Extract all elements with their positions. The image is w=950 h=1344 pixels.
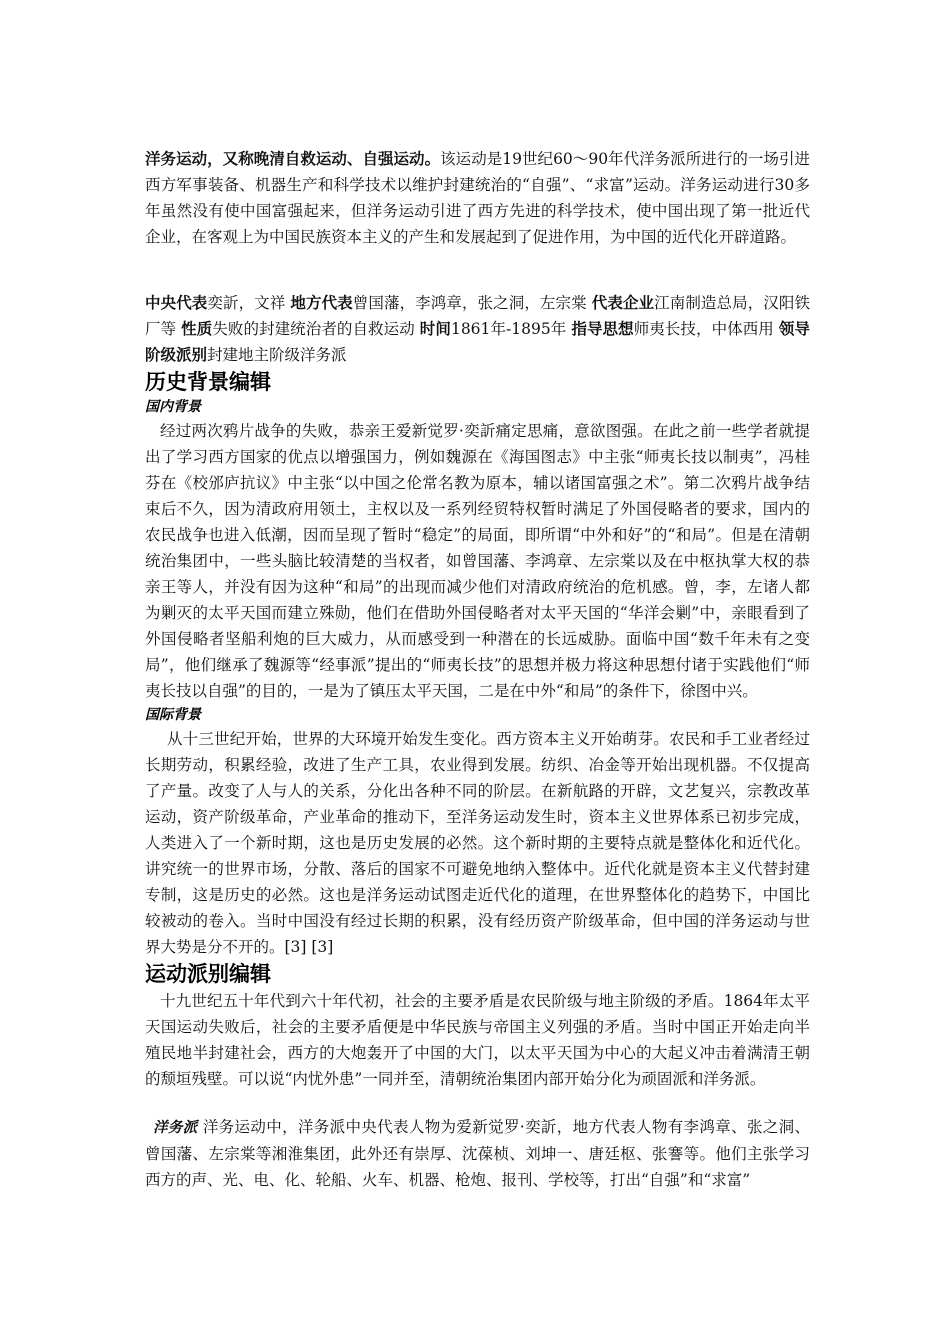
nature-label: 性质	[181, 319, 213, 338]
intro-text: 该运动是19世纪60～90年代洋务派所进行的一场引进西方军事装备、机器生产和科学技术以维护封建统治的“自强”、“求富”运动。洋务运动进行30多年虽然没有使中国富强起来，但洋务运动引进了西方先进的科学技术，使中国出现了第一批近代企业，在客观上为中国民族资本主义的产生和发展起到了促进作用，为中国的近代化开辟道路。	[145, 150, 811, 246]
enterprise-value: 江南制造总局，汉阳铁厂等	[145, 294, 810, 338]
time-label: 时间	[419, 319, 451, 338]
background-heading: 历史背景编辑	[145, 370, 271, 394]
international-paragraph: 从十三世纪开始，世界的大环境开始发生变化。西方资本主义开始萌芽。农民和手工业者经过长期劳动，积累经验，改进了生产工具，农业得到发展。纺织、冶金等开始出现机器。不仅提高了产量。改变了人与人的关系，分化出各种不同的阶层。在新航路的开辟，文艺复兴，宗教改革运动，资产阶级革命，产业革命的推动下，至洋务运动发生时，资本主义世界体系已初步完成，人类进入了一个新时期，这也是历史发展的必然。这个新时期的主要特点就是整体化和近代化。讲究统一的世界市场，分散、落后的国家不可避免地纳入整体中。近代化就是资本主义代替封建专制，这是历史的必然。这也是洋务运动试图走近代化的道理，在世界整体化的趋势下，中国比较被动的卷入。当时中国没有经过长期的积累，没有经历资产阶级革命，但中国的洋务运动与世界大势是分不开的。[3] [3]	[145, 730, 810, 956]
yangwu-label: 洋务派	[153, 1120, 198, 1136]
idea-value: 师夷长技，中体西用	[633, 320, 779, 338]
class-value: 封建地主阶级洋务派	[207, 346, 347, 364]
local-label: 地方代表	[290, 293, 353, 312]
yangwu-text: 洋务运动中，洋务派中央代表人物为爱新觉罗·奕訢，地方代表人物有李鸿章、张之洞、曾国藩、左宗棠等湘淮集团，此外还有崇厚、沈葆桢、刘坤一、唐廷枢、张謇等。他们主张学习西方的声、光、电、化、轮船、火车、机器、枪炮、报刊、学校等，打出“自强”和“求富”	[145, 1118, 810, 1189]
central-label: 中央代表	[145, 293, 208, 312]
document-page	[145, 146, 810, 1193]
central-value: 奕訢，文祥	[207, 294, 291, 312]
nature-value: 失败的封建统治者的自救运动	[212, 320, 420, 338]
factions-heading: 运动派别编辑	[145, 962, 271, 986]
factions-paragraph: 十九世纪五十年代到六十年代初，社会的主要矛盾是农民阶级与地主阶级的矛盾。1864年太平天国运动失败后，社会的主要矛盾便是中华民族与帝国主义列强的矛盾。当时中国正开始走向半殖民地半封建社会，西方的大炮轰开了中国的大门，以太平天国为中心的大起义冲击着满清王朝的颓垣残壁。可以说“内忧外患”一同并至，清朝统治集团内部开始分化为顽固派和洋务派。	[145, 992, 810, 1088]
intro-paragraph	[145, 146, 810, 250]
class-label: 领导阶级派别	[145, 319, 810, 364]
enterprise-label: 代表企业	[591, 293, 655, 312]
intro-lead: 洋务运动，又称晚清自救运动、自强运动。	[145, 149, 441, 168]
time-value: 1861年-1895年	[450, 320, 572, 338]
idea-label: 指导思想	[571, 319, 634, 338]
local-value: 曾国藩，李鸿章，张之洞，左宗棠	[352, 294, 592, 312]
domestic-paragraph: 经过两次鸦片战争的失败，恭亲王爱新觉罗·奕訢痛定思痛，意欲图强。在此之前一些学者就提出了学习西方国家的优点以增强国力，例如魏源在《海国图志》中主张“师夷长技以制夷”，冯桂芬在《校邠庐抗议》中主张“以中国之伦常名教为原本，辅以诸国富强之术”。第二次鸦片战争结束后不久，因为清政府用领土，主权以及一系列经贸特权暂时满足了外国侵略者的要求，国内的农民战争也进入低潮，因而呈现了暂时“稳定”的局面，即所谓“中外和好”的“和局”。但是在清朝统治集团中，一些头脑比较清楚的当权者，如曾国藩、李鸿章、左宗棠以及在中枢执掌大权的恭亲王等人，并没有因为这种“和局”的出现而减少他们对清政府统治的危机感。曾，李，左诸人都为剿灭的太平天国而建立殊勋，他们在借助外国侵略者对太平天国的“华洋会剿”中，亲眼看到了外国侵略者坚船利炮的巨大威力，从而感受到一种潜在的长远威胁。面临中国“数千年未有之变局”，他们继承了魏源等“经事派”提出的“师夷长技”的思想并极力将这种思想付诸于实践他们“师夷长技以自强”的目的，一是为了镇压太平天国，二是在中外“和局”的条件下，徐图中兴。	[145, 422, 810, 700]
facts-paragraph	[145, 290, 810, 368]
international-heading: 国际背景	[145, 707, 201, 723]
yangwu-paragraph	[145, 1114, 810, 1193]
domestic-heading: 国内背景	[145, 399, 201, 415]
